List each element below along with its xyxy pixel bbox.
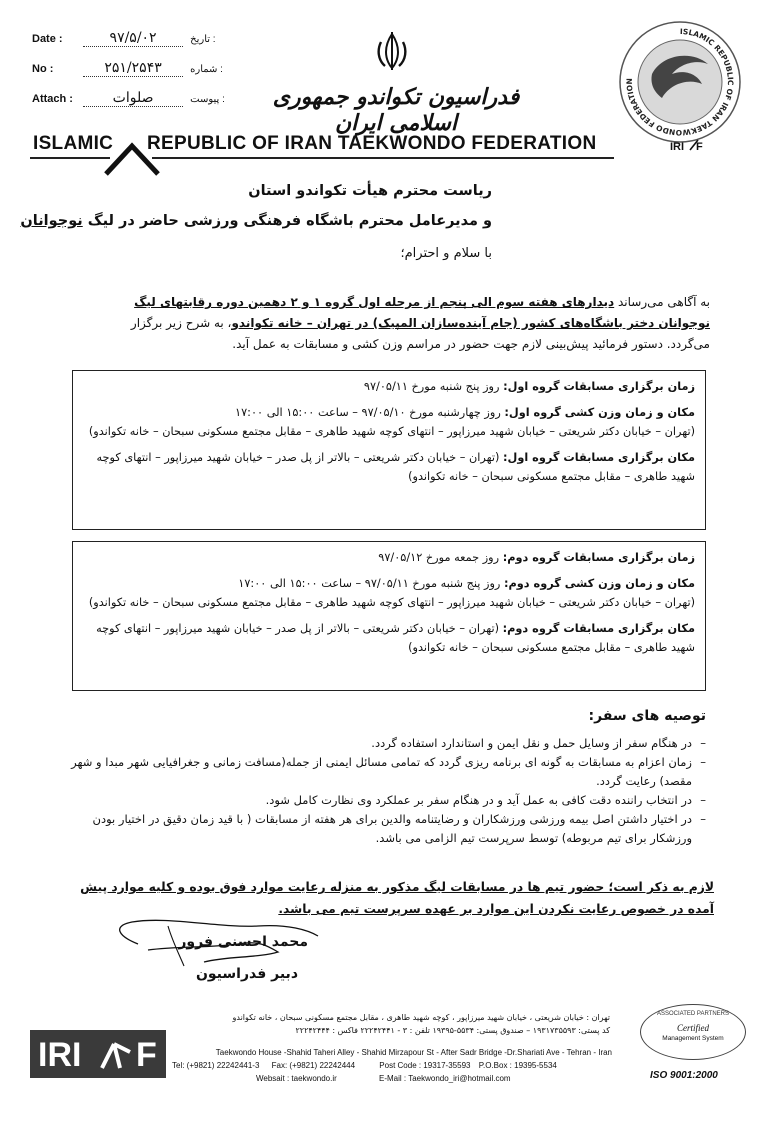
recipient-line-1: ریاست محترم هیأت تکواندو استان: [248, 183, 492, 199]
number-label: No :: [32, 63, 54, 75]
number-value: ۲۵۱/۲۵۴۳: [83, 60, 183, 77]
footer-web-row: [172, 1072, 612, 1085]
body-paragraph: [70, 292, 710, 355]
footer-website: Websait : taekwondo.ir: [256, 1074, 337, 1083]
footer-tel: Tel: (+9821) 22242441-3: [172, 1061, 260, 1070]
footer-logo-text: IRI: [38, 1036, 82, 1074]
group-2-weigh-value: روز پنج شنبه مورخ ۹۷/۰۵/۱۱ – ساعت ۱۵:۰۰ الی ۱۷:۰۰: [238, 577, 501, 590]
footer-logo-text-end: F: [136, 1036, 157, 1074]
group-1-weigh-label: مکان و زمان وزن کشی گروه اول:: [504, 406, 695, 419]
group-2-venue-label: مکان برگزاری مسابقات گروه دوم:: [502, 622, 695, 635]
group-1-time-label: زمان برگزاری مسابقات گروه اول:: [503, 380, 695, 393]
footer-pobox: P.O.Box : 19395-5534: [478, 1061, 557, 1070]
group-2-venue-value: (تهران – خیابان دکتر شریعتی – بالاتر از پل صدر – خیابان شهید میرزاپور – انتهای کوچه شهید طاهری – مقابل مجتمع مسکونی سبحان – خانه تکواندو): [96, 622, 695, 654]
advice-title: توصیه های سفر:: [588, 708, 706, 724]
attach-label: Attach :: [32, 93, 73, 105]
important-note-line-1: لازم به ذکر است؛ حضور تیم ها در مسابقات لیگ مذکور به منزله رعایت موارد فوق بوده و کلیه موارد پیش: [80, 880, 714, 894]
footer-address-en: Taekwondo House -Shahid Taheri Alley - Shahid Mirzapour St - After Sadr Bridge -Dr.Shariati Ave - Tehran - Iran: [215, 1048, 612, 1057]
advice-list: [70, 734, 708, 848]
body-line-2-b: ، به شرح زیر برگزار: [130, 316, 232, 330]
greeting: با سلام و احترام؛: [400, 246, 492, 261]
body-line-2: [70, 313, 710, 334]
important-note-line-2: آمده در خصوص رعایت نکردن این موارد بر عهده سرپرست تیم می باشد.: [278, 902, 714, 916]
footer-logo-kick-icon: [98, 1038, 134, 1072]
group-1-box: [72, 370, 706, 530]
recipient-line-2: [20, 213, 492, 229]
group-2-box: [72, 541, 706, 691]
group-1-venue-value: (تهران – خیابان دکتر شریعتی – بالاتر از پل صدر – خیابان شهید میرزاپور – انتهای کوچه شهید طاهری – مقابل مجتمع مسکونی سبحان – خانه تکواندو): [96, 451, 695, 483]
iso-label: ISO 9001:2000: [650, 1070, 718, 1081]
footer-postcode: Post Code : 19317-35593: [379, 1061, 471, 1070]
footer-address-fa: تهران : خیابان شریعتی ، خیابان شهید میرزاپور ، کوچه شهید طاهری ، مقابل مجتمع مسکونی سبحان ، خانه تکواندو: [232, 1013, 610, 1022]
body-line-1: [70, 292, 710, 313]
advice-item: – در انتخاب راننده دقت کافی به عمل آید و در هنگام سفر بر عملکرد وی نظارت کامل شود.: [70, 791, 692, 810]
date-label-fa: تاریخ :: [190, 34, 216, 45]
group-2-weigh-address: (تهران – خیابان دکتر شریعتی – خیابان شهید میرزاپور – انتهای کوچه شهید طاهری – مقابل مجتمع مسکونی سبحان – خانه تکواندو): [88, 596, 695, 609]
body-line-2-a: نوجوانان دختر باشگاه‌های کشور (جام آینده‌سازان المپیک) در تهران – خانه تکواندو: [231, 316, 710, 330]
signatory-title: دبیر فدراسیون: [195, 966, 298, 982]
certification-seal: [640, 1004, 746, 1060]
group-2-time-label: زمان برگزاری مسابقات گروه دوم:: [502, 551, 695, 564]
footer-fax: Fax: (+9821) 22242444: [271, 1061, 356, 1070]
cert-bot-text: Management System: [662, 1035, 724, 1042]
advice-item: – در اختیار داشتن اصل بیمه ورزشی ورزشکاران و رضایتنامه والدین برای هر هفته از مسابقات ( با قید زمان دقیق در اختیار بودن ورزشکار برای تیم مربوطه) توسط سرپرست تیم الزامی می باشد.: [70, 810, 692, 848]
seal-logo-text-end: F: [696, 141, 703, 153]
date-row: [32, 30, 216, 47]
recipient-line-2-prefix: و مدیرعامل محترم باشگاه فرهنگی ورزشی حاضر در لیگ: [82, 213, 492, 229]
footer-phone-row: [172, 1059, 612, 1072]
header-rule-right: [152, 157, 614, 159]
federation-seal-logo: [612, 14, 748, 154]
footer-logo: [30, 1030, 166, 1078]
attach-value: صلوات: [83, 90, 183, 107]
federation-name-fa: فدراسیون تکواندو جمهوری اسلامی ایران: [272, 84, 520, 136]
date-value: ۹۷/۵/۰۲: [83, 30, 183, 47]
attach-row: [32, 90, 225, 107]
federation-name-en-left: ISLAMIC: [33, 133, 114, 154]
group-1-weigh-value: روز چهارشنبه مورخ ۹۷/۰۵/۱۰ – ساعت ۱۵:۰۰ الی ۱۷:۰۰: [235, 406, 501, 419]
body-line-1-a: به آگاهی می‌رساند: [614, 295, 710, 309]
group-1-weigh-address: (تهران – خیابان دکتر شریعتی – خیابان شهید میرزاپور – انتهای کوچه شهید طاهری – مقابل مجتمع مسکونی سبحان – خانه تکواندو): [88, 425, 695, 438]
date-label: Date :: [32, 33, 63, 45]
number-label-fa: شماره :: [190, 64, 223, 75]
footer-contact-fa: کد پستی: ۱۹۳۱۷۳۵۵۹۳ – صندوق پستی: ۵۵۳۴-۱۹۳۹۵ تلفن : ۳ - ۲۲۲۴۲۴۴۱ فاکس : ۲۲۲۴۲۴۴۴: [295, 1026, 610, 1035]
group-1-time-value: روز پنج شنبه مورخ ۹۷/۰۵/۱۱: [363, 380, 500, 393]
advice-item: – در هنگام سفر از وسایل حمل و نقل ایمن و استاندارد استفاده گردد.: [70, 734, 692, 753]
advice-item: – زمان اعزام به مسابقات به گونه ای برنامه ریزی گردد که تمامی مسائل ایمنی از جمله(مسافت زمانی و جغرافیایی شهر مبدا و شهر مقصد) رعایت گردد.: [70, 753, 692, 791]
attach-label-fa: پیوست :: [190, 94, 225, 105]
body-line-1-b: دیدارهای هفته سوم الی پنجم از مرحله اول گروه ۱ و ۲ دهمین دوره رقابتهای لیگ: [134, 295, 615, 309]
footer-email: E-Mail : Taekwondo_iri@hotmail.com: [379, 1074, 511, 1083]
cert-top-text: ASSOCIATED PARTNERS: [656, 1011, 729, 1017]
iran-emblem-icon: [372, 30, 412, 72]
signatory-name: محمد احسنی فرور: [178, 934, 308, 950]
recipient-line-2-emph: نوجوانان: [20, 213, 83, 229]
group-1-venue-label: مکان برگزاری مسابقات گروه اول:: [503, 451, 695, 464]
header-rule-left: [30, 157, 110, 159]
group-2-time-value: روز جمعه مورخ ۹۷/۰۵/۱۲: [378, 551, 500, 564]
federation-name-en-right: REPUBLIC OF IRAN TAEKWONDO FEDERATION: [147, 133, 597, 154]
group-2-weigh-label: مکان و زمان وزن کشی گروه دوم:: [503, 577, 695, 590]
seal-logo-text: IRI: [670, 141, 685, 153]
seal-ring-text: ISLAMIC REPUBLIC OF IRAN TAEKWONDO FEDERATION: [624, 26, 735, 138]
number-row: [32, 60, 223, 77]
cert-mid-text: Certified: [677, 1023, 709, 1033]
body-line-3: می‌گردد. دستور فرمائید پیش‌بینی لازم جهت حضور در مراسم وزن کشی و مسابقات به عمل آید.: [232, 337, 710, 351]
